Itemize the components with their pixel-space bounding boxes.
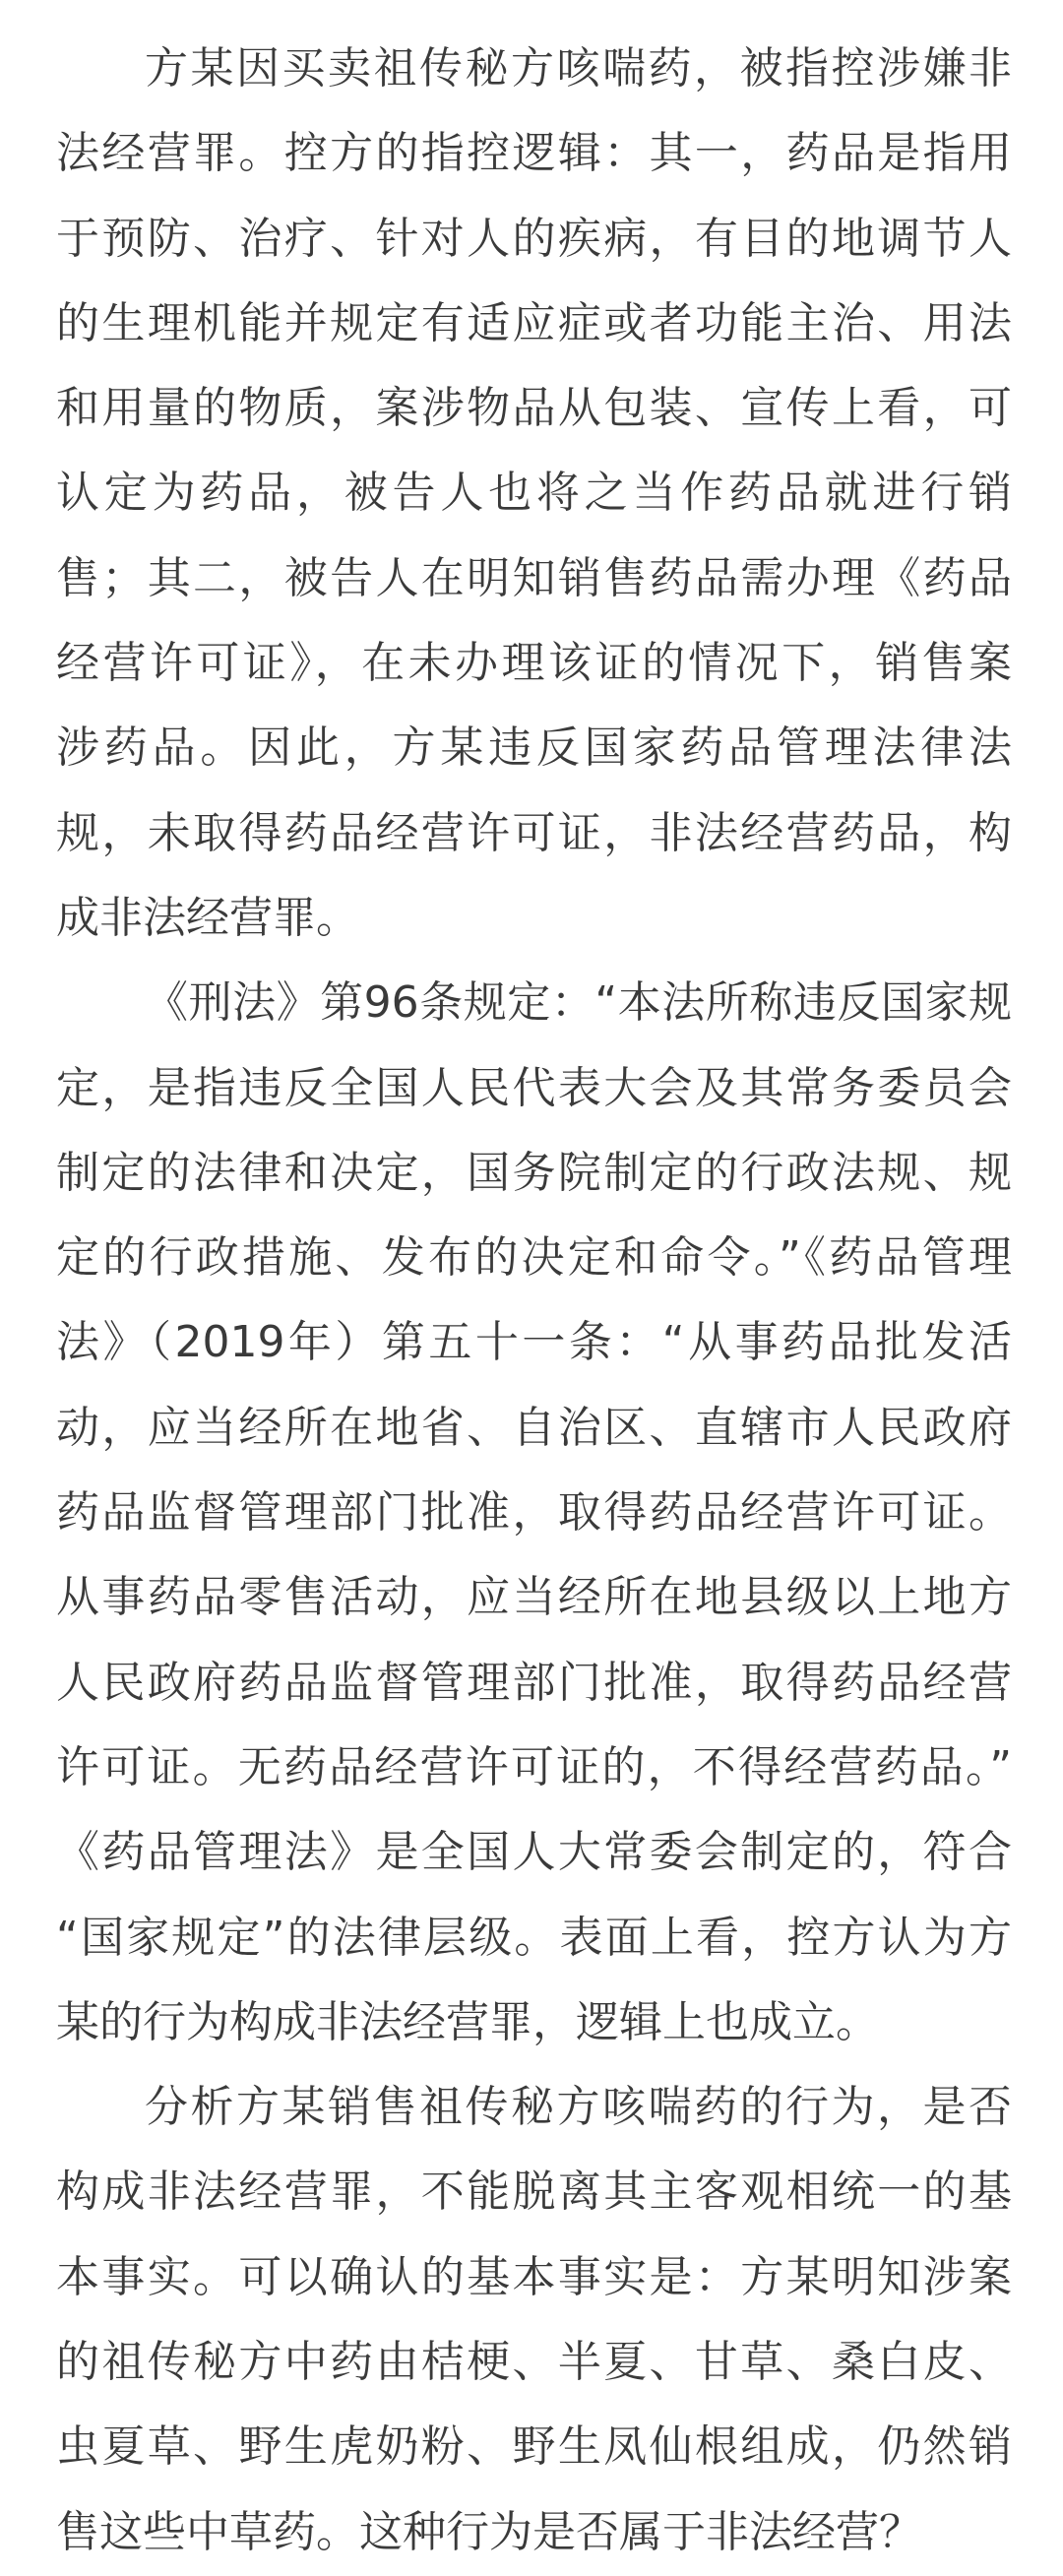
paragraph-line: 定的行政措施、发布的决定和命令。”《药品管理 bbox=[56, 1232, 1012, 1284]
paragraph-line: 规，未取得药品经营许可证，非法经营药品，构 bbox=[56, 807, 1012, 858]
paragraph-line: 的生理机能并规定有适应症或者功能主治、用法 bbox=[56, 297, 1012, 348]
paragraph-line: 认定为药品，被告人也将之当作药品就进行销 bbox=[56, 468, 1012, 519]
paragraph-line: 制定的法律和决定，国务院制定的行政法规、规 bbox=[56, 1147, 1012, 1198]
paragraph-line: 人民政府药品监督管理部门批准，取得药品经营 bbox=[56, 1657, 1012, 1708]
paragraph-line: 《刑法》第96条规定：“本法所称违反国家规 bbox=[145, 977, 1012, 1029]
paragraph bbox=[56, 961, 1012, 2065]
paragraph-line: 成非法经营罪。 bbox=[56, 892, 359, 943]
article-body bbox=[56, 27, 1012, 2575]
paragraph-line: 分析方某销售祖传秘方咳喘药的行为，是否 bbox=[145, 2082, 1012, 2133]
paragraph-line: 售这些中草药。这种行为是否属于非法经营？ bbox=[56, 2506, 922, 2557]
paragraph-line: 构成非法经营罪，不能脱离其主客观相统一的基 bbox=[56, 2167, 1012, 2218]
paragraph bbox=[56, 27, 1012, 961]
paragraph-line: 《药品管理法》是全国人大常委会制定的，符合 bbox=[56, 1827, 1012, 1878]
paragraph-line: 法经营罪。控方的指控逻辑：其一，药品是指用 bbox=[56, 128, 1012, 179]
paragraph-line: 许可证。无药品经营许可证的，不得经营药品。” bbox=[56, 1741, 1012, 1792]
paragraph-line: 售；其二，被告人在明知销售药品需办理《药品 bbox=[56, 552, 1012, 603]
paragraph-line: 药品监督管理部门批准，取得药品经营许可证。 bbox=[56, 1487, 1012, 1539]
paragraph-line: 法》（2019年）第五十一条：“从事药品批发活 bbox=[56, 1317, 1012, 1368]
paragraph-line: 动，应当经所在地省、自治区、直辖市人民政府 bbox=[56, 1402, 1012, 1453]
paragraph-line: 定，是指违反全国人民代表大会及其常务委员会 bbox=[56, 1062, 1012, 1113]
paragraph-line: 本事实。可以确认的基本事实是：方某明知涉案 bbox=[56, 2251, 1012, 2302]
paragraph-line: 于预防、治疗、针对人的疾病，有目的地调节人 bbox=[56, 213, 1012, 264]
paragraph-line: 涉药品。因此，方某违反国家药品管理法律法 bbox=[56, 723, 1012, 774]
paragraph-line: 从事药品零售活动，应当经所在地县级以上地方 bbox=[56, 1572, 1012, 1623]
paragraph-line: 的祖传秘方中药由桔梗、半夏、甘草、桑白皮、 bbox=[56, 2337, 1012, 2388]
paragraph-line: 方某因买卖祖传秘方咳喘药，被指控涉嫌非 bbox=[145, 43, 1012, 94]
paragraph bbox=[56, 2065, 1012, 2575]
paragraph-line: 某的行为构成非法经营罪，逻辑上也成立。 bbox=[56, 1996, 879, 2047]
paragraph-line: 和用量的物质，案涉物品从包装、宣传上看，可 bbox=[56, 383, 1012, 434]
paragraph-line: “国家规定”的法律层级。表面上看，控方认为方 bbox=[56, 1912, 1012, 1963]
paragraph-line: 经营许可证》，在未办理该证的情况下，销售案 bbox=[56, 638, 1012, 689]
paragraph-line: 虫夏草、野生虎奶粉、野生凤仙根组成，仍然销 bbox=[56, 2421, 1012, 2473]
